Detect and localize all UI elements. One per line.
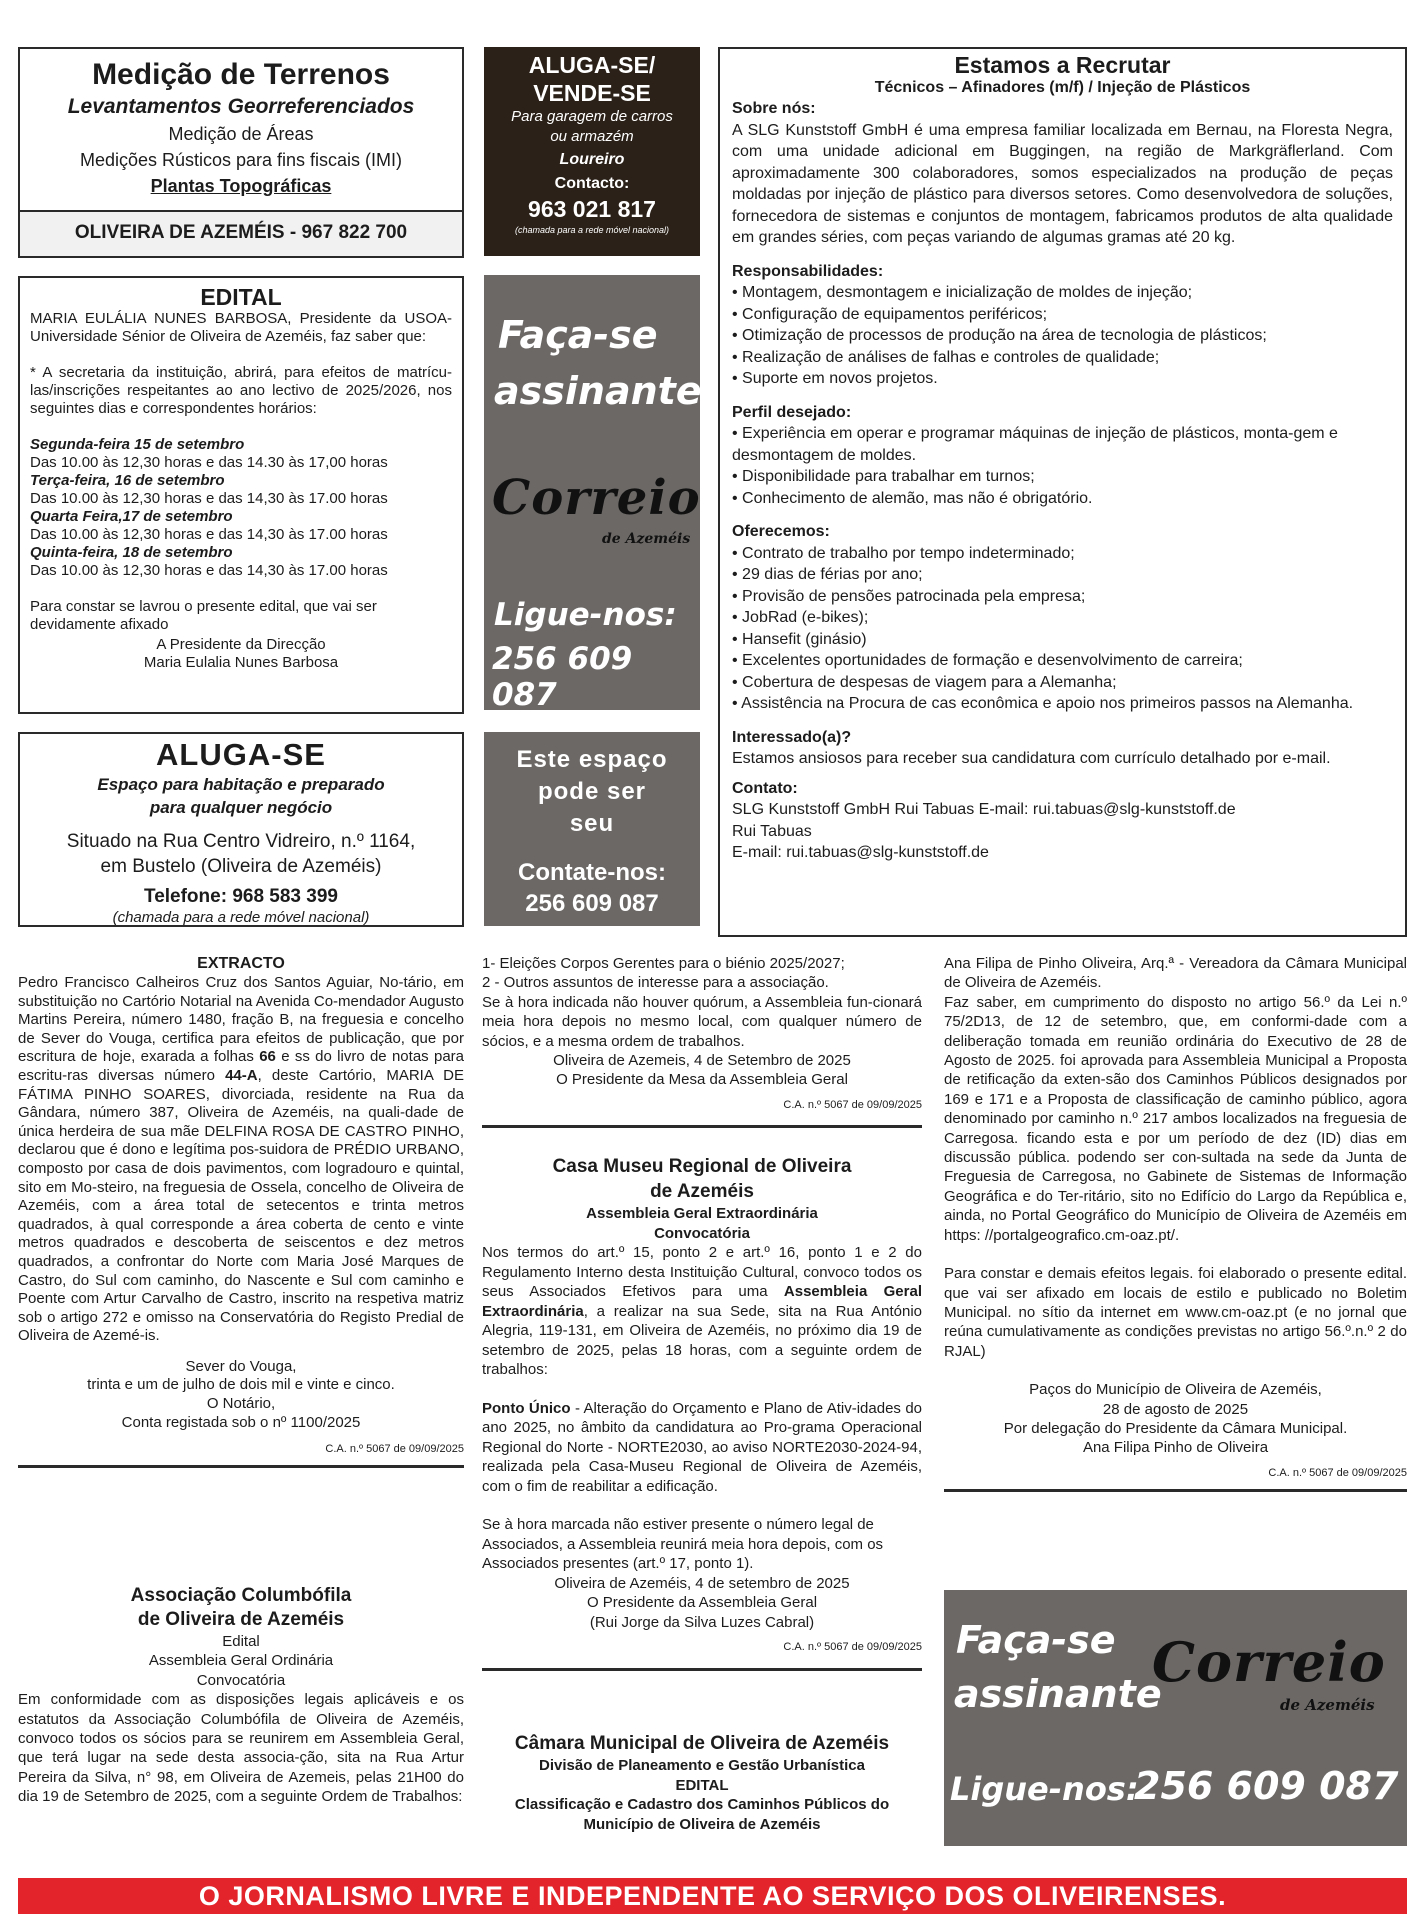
edital-sign-role: A Presidente da Direcção bbox=[156, 636, 326, 653]
extracto-sign1: Sever do Vouga, bbox=[185, 1357, 297, 1375]
edital-day-2 bbox=[30, 508, 452, 544]
promo-subscribe-brand-logo: Correio bbox=[492, 470, 701, 526]
edital-day-3 bbox=[30, 544, 452, 580]
recruit-resp-heading: Responsabilidades: bbox=[732, 262, 884, 280]
divider bbox=[944, 1489, 1407, 1492]
recruit-about: A SLG Kunststoff GmbH é uma empresa familiar localizada em Bernau, na Floresta Negra, com uma unidade adicional em Buggingen, na região de Markgräflerland. Com aproximadamente 300 colaboradores, somos especializados na produção de peças moldadas por injeção de plástico para diversos setores. Como desenvolvedora de soluções, fornecedora de sistemas e conjuntos de montagem, fabricamos produtos de alta qualidade em grandes séries, com peças variando de algumas gramas até 20 kg. bbox=[732, 121, 1393, 246]
edital-day-label: Segunda-feira 15 de setembro bbox=[30, 436, 245, 453]
edital-body: * A secretaria da instituição, abrirá, para efeitos de matrícu-las/inscrições respeitantes ao ano lectivo de 2025/2026, nos seguintes dias e correspondentes horários: bbox=[30, 364, 452, 417]
camara-l4: Município de Oliveira de Azeméis bbox=[583, 1815, 821, 1833]
ad-medicao-title: Medição de Terrenos bbox=[92, 58, 390, 91]
edital-day-hours: Das 10.00 às 12,30 horas e das 14,30 às 17.00 horas bbox=[30, 562, 388, 579]
columbofila-l3: Convocatória bbox=[196, 1671, 286, 1689]
promo-bottom-brand-logo: Correio bbox=[1152, 1630, 1386, 1694]
recruit-contact1: SLG Kunststoff GmbH Rui Tabuas E-mail: rui.tabuas@slg-kunststoff.de bbox=[732, 801, 1236, 818]
extracto-title: EXTRACTO bbox=[197, 955, 285, 972]
list-item: • Contrato de trabalho por tempo indeterminado; bbox=[732, 544, 1075, 562]
recruit-perfil-list bbox=[732, 423, 1393, 509]
middle-top-l2: 2 - Outros assuntos de interesse para a associação. bbox=[482, 974, 829, 992]
ad-medicao-line2: Medições Rústicos para fins fiscais (IMI) bbox=[79, 150, 403, 170]
ad-medicao bbox=[18, 47, 464, 258]
ad-medicao-line1: Medição de Áreas bbox=[168, 124, 314, 144]
edital-day-label: Quarta Feira,17 de setembro bbox=[30, 508, 233, 525]
extracto bbox=[18, 954, 464, 1468]
edital-sign-name: Maria Eulalia Nunes Barbosa bbox=[143, 654, 339, 671]
promo-bottom-phone: 256 609 087 bbox=[1134, 1764, 1399, 1808]
recruit-int-heading: Interessado(a)? bbox=[732, 728, 852, 746]
promo-space bbox=[484, 732, 700, 926]
list-item: • Excelentes oportunidades de formação e desenvolvimento de carreira; bbox=[732, 652, 1243, 669]
promo-space-contact: Contate-nos: bbox=[518, 859, 666, 886]
museu-p3: Se à hora marcada não estiver presente o número legal de Associados, a Assembleia reunirá meia hora depois, com os Associados presentes (art.º 17, ponto 1). bbox=[482, 1516, 884, 1572]
right-ca: C.A. n.º 5067 de 09/09/2025 bbox=[1268, 1466, 1407, 1479]
recruit-ad bbox=[718, 47, 1407, 937]
ad-aluga-title: ALUGA-SE bbox=[156, 737, 326, 772]
list-item: • Suporte em novos projetos. bbox=[732, 370, 938, 387]
promo-space-line2: pode ser bbox=[537, 778, 647, 805]
recruit-perfil-heading: Perfil desejado: bbox=[732, 403, 852, 421]
list-item: • Provisão de pensões patrocinada pela empresa; bbox=[732, 587, 1086, 605]
list-item: • Hansefit (ginásio) bbox=[732, 630, 867, 648]
camara-title: Câmara Municipal de Oliveira de Azeméis bbox=[514, 1733, 890, 1754]
right-p3: Para constar e demais efeitos legais. foi elaborado o presente edital. que vai ser afixado em locais de estilo e publicado no Boletim Municipal. no sítio da internet em www.cm-oaz.pt (e no jornal que reúna cumulativamente as condições previstas no artigo 56.º.n.º 2 do RJAL) bbox=[944, 1265, 1407, 1360]
list-item: • Montagem, desmontagem e inicialização de moldes de injeção; bbox=[732, 284, 1193, 301]
edital-day-hours: Das 10.00 às 12,30 horas e das 14,30 às 17.00 horas bbox=[30, 490, 388, 507]
museu-s2: O Presidente da Assembleia Geral bbox=[586, 1594, 818, 1611]
recruit-int: Estamos ansiosos para receber sua candidatura com currículo detalhado por e-mail. bbox=[732, 750, 1331, 767]
edital-day-hours: Das 10.00 às 12,30 horas e das 14.30 às 17,00 horas bbox=[30, 454, 388, 471]
columbofila bbox=[18, 1584, 464, 1807]
right-s4: Ana Filipa Pinho de Oliveira bbox=[1082, 1439, 1269, 1457]
ad-medicao-subtitle: Levantamentos Georreferenciados bbox=[67, 95, 415, 118]
promo-subscribe-line2: assinante bbox=[494, 369, 702, 413]
columbofila-title2: de Oliveira de Azeméis bbox=[137, 1609, 345, 1630]
recruit-contact-heading: Contato: bbox=[732, 779, 798, 797]
footer-slogan: O JORNALISMO LIVRE E INDEPENDENTE AO SERVIÇO DOS OLIVEIRENSES. bbox=[198, 1881, 1227, 1911]
museu-ca: C.A. n.º 5067 de 09/09/2025 bbox=[783, 1641, 922, 1653]
ad-aluga-sub2: para qualquer negócio bbox=[149, 798, 333, 817]
edital-day-label: Terça-feira, 16 de setembro bbox=[30, 472, 225, 489]
promo-subscribe-line1: Faça-se bbox=[498, 313, 658, 357]
edital-intro: MARIA EULÁLIA NUNES BARBOSA, Presidente da USOA-Universidade Sénior de Oliveira de Azeméis, faz saber que: bbox=[30, 310, 452, 345]
promo-space-line1: Este espaço bbox=[516, 746, 668, 773]
list-item: • JobRad (e-bikes); bbox=[732, 609, 869, 626]
museu-s3: (Rui Jorge da Silva Luzes Cabral) bbox=[589, 1613, 815, 1631]
recruit-subtitle: Técnicos – Afinadores (m/f) / Injeção de Plásticos bbox=[874, 79, 1251, 96]
footer-banner bbox=[18, 1878, 1407, 1914]
extracto-text-b: e ss do livro de notas para escritu-ras diversas número bbox=[18, 1048, 464, 1084]
list-item: • Disponibilidade para trabalhar em turnos; bbox=[732, 468, 1035, 485]
ad-aluga-se bbox=[18, 732, 464, 927]
right-s3: Por delegação do Presidente da Câmara Municipal. bbox=[1003, 1419, 1348, 1437]
right-p1: Ana Filipa de Pinho Oliveira, Arq.ª - Vereadora da Câmara Municipal de Oliveira de Azeméis. bbox=[944, 955, 1407, 992]
list-item: • 29 dias de férias por ano; bbox=[732, 566, 923, 583]
museu-p1c: , a realizar na sua Sede, sita na Rua António Alegria, 119-131, em Oliveira de Azeméis, no próximo dia 19 de setembro de 2025, pelas 18 horas, com a seguinte ordem de trabalhos: bbox=[482, 1302, 922, 1378]
ad-aluga-sub1: Espaço para habitação e preparado bbox=[97, 775, 385, 794]
ad-aluga-vende-desc2: ou armazém bbox=[550, 128, 634, 145]
middle-top-ca: C.A. n.º 5067 de 09/09/2025 bbox=[783, 1098, 922, 1111]
middle-top-l3: Se à hora indicada não houver quórum, a Assembleia fun-cionará meia hora depois no mesmo local, com qualquer número de sócios, e a mesma ordem de trabalhos. bbox=[482, 993, 922, 1050]
casa-museu bbox=[482, 1154, 922, 1671]
right-s2: 28 de agosto de 2025 bbox=[1102, 1400, 1249, 1418]
museu-sub1: Assembleia Geral Extraordinária bbox=[586, 1205, 818, 1222]
columbofila-text: Em conformidade com as disposições legais aplicáveis e os estatutos da Associação Columbófila de Oliveira de Azeméis, convoco todos os sócios para se reunirem em Assembleia Geral, que terá lugar na sede desta associa-ção, sita na Rua Artur Pereira da Silva, n° 98, em Oliveira de Azemeis, pelas 21H00 do dia 19 de Setembro de 2025, com a seguinte Ordem de Trabalhos: bbox=[18, 1691, 464, 1806]
promo-bottom-line1: Faça-se bbox=[956, 1618, 1116, 1662]
extracto-livro: 44-A bbox=[225, 1066, 258, 1084]
ad-medicao-footer bbox=[20, 210, 462, 256]
extracto-folhas: 66 bbox=[259, 1048, 276, 1066]
recruit-ofer-list bbox=[732, 543, 1393, 715]
divider bbox=[18, 1465, 464, 1468]
promo-subscribe-brand-sub: de Azeméis bbox=[602, 531, 691, 547]
right-p2: Faz saber, em cumprimento do disposto no artigo 56.º da Lei n.º 75/2D13, de 12 de setembro, que, em conformi-dade com a deliberação tomada em reunião ordinária do Executivo de 28 de Agosto de 2025. foi aprovada para Assembleia Municipal a Proposta de retificação da exten-são dos Caminhos Públicos designados por 169 e 171 e a Proposta de classificação de caminho público, agora denominado por caminho n.º 217 ambos localizados na freguesia de Carregosa. ficando esta e por um período de dez (ID) dias em discussão pública. podendo ser con-sultada na sede da Junta de Freguesia de Carregosa, no Gabinete de Sistemas de Informação Geográfica e do Ter-ritário, sito no Edifício do Largo da República e, ainda, no Portal Geográfico do Município de Oliveira de Azeméis em https: //portalgeografico.cm-oaz.pt/. bbox=[944, 993, 1407, 1244]
recruit-contact3: E-mail: rui.tabuas@slg-kunststoff.de bbox=[732, 844, 989, 861]
museu-p2a: Ponto Único bbox=[482, 1399, 571, 1417]
middle-top-s1: Oliveira de Azemeis, 4 de Setembro de 2025 bbox=[553, 1052, 851, 1070]
columbofila-title1: Associação Columbófila bbox=[130, 1585, 352, 1606]
ad-aluga-vende-phone: 963 021 817 bbox=[528, 196, 656, 222]
recruit-ofer-heading: Oferecemos: bbox=[732, 523, 830, 540]
museu-title2: de Azeméis bbox=[650, 1181, 754, 1202]
ad-aluga-note: (chamada para a rede móvel nacional) bbox=[112, 909, 370, 926]
middle-top-l1: 1- Eleições Corpos Gerentes para o biénio 2025/2027; bbox=[482, 955, 845, 972]
list-item: • Otimização de processos de produção na área de tecnologia de plásticos; bbox=[732, 327, 1267, 344]
promo-space-phone: 256 609 087 bbox=[525, 890, 659, 917]
promo-bottom-brand-sub: de Azeméis bbox=[1280, 1696, 1375, 1714]
edital-usoa bbox=[18, 276, 464, 714]
list-item: • Cobertura de despesas de viagem para a Alemanha; bbox=[732, 673, 1117, 691]
camara-l2: EDITAL bbox=[675, 1776, 729, 1794]
museu-p2b: - Alteração do Orçamento e Plano de Ativ-idades do ano 2025, no âmbito da candidatura ao Pro-grama Operacional Regional do Norte - NORTE2030, ao aviso NORTE2030-2024-94, realizada pela Casa-Museu Regional de Oliveira de Azeméis, com o fim de reabilitar a edificação. bbox=[482, 1399, 923, 1495]
edital-day-label: Quinta-feira, 18 de setembro bbox=[30, 544, 233, 561]
middle-top-s2: O Presidente da Mesa da Assembleia Geral bbox=[556, 1071, 848, 1089]
list-item: • Experiência em operar e programar máquinas de injeção de plásticos, monta-gem e desmontagem de moldes. bbox=[732, 425, 1338, 464]
promo-bottom-line2: assinante bbox=[954, 1672, 1162, 1716]
extracto-text-c: , deste Cartório, MARIA DE FÁTIMA PINHO SOARES, divorciada, residente na Rua da Gândara, número 387, Oliveira de Azeméis, na quali-dade de única herdeira de sua mãe DELFINA ROSA DE CASTRO PINHO, declarou que é dono e legítima pos-suidora de PRÉDIO URBANO, composto por casa de dois pavimentos, com logradouro e quintal, sito em Mo-steiro, na freguesia de Ossela, concelho de Oliveira de Azeméis, com a área total de setecentos e trinta metros quadrados, à qual corresponde a área coberta de cento e vinte metros quadrados e descoberta de seiscentos e dez metros quadrados, a confrontar do Norte com Maria José Marques de Castro, do Sul com caminho, do Nascente e Sul com caminho e Poente com Artur Carvalho de Castro, inscrito na respetiva matriz sob o artigo 272 e omisso na Conservatória do Registo Predial de Oliveira de Azemé-is. bbox=[18, 1066, 464, 1345]
edital-title: EDITAL bbox=[200, 284, 282, 310]
edital-closing: Para constar se lavrou o presente edital, que vai ser devidamente afixado bbox=[30, 598, 377, 633]
ad-aluga-vende-note: (chamada para a rede móvel nacional) bbox=[514, 225, 670, 235]
divider bbox=[482, 1668, 922, 1671]
list-item: • Configuração de equipamentos periféricos; bbox=[732, 305, 1048, 323]
camara-edital-header bbox=[482, 1732, 922, 1834]
edital-day-hours: Das 10.00 às 12,30 horas e das 14,30 às 17.00 horas bbox=[30, 526, 388, 543]
promo-bottom-call: Ligue-nos: bbox=[950, 1770, 1139, 1808]
columbofila-l1: Edital bbox=[222, 1633, 260, 1650]
right-column bbox=[944, 954, 1407, 1492]
extracto-sign3: O Notário, bbox=[206, 1395, 276, 1413]
extracto-sign4: Conta registada sob o nº 1100/2025 bbox=[121, 1413, 361, 1431]
ad-aluga-phone: Telefone: 968 583 399 bbox=[144, 886, 338, 907]
list-item: • Conhecimento de alemão, mas não é obrigatório. bbox=[732, 489, 1093, 507]
promo-subscribe-call: Ligue-nos: bbox=[494, 597, 677, 633]
middle-top bbox=[482, 954, 922, 1128]
museu-p2 bbox=[482, 1399, 922, 1497]
promo-space-line3: seu bbox=[569, 810, 615, 837]
list-item: • Assistência na Procura de cas econômica e apoio nos primeiros passos na Alemanha. bbox=[732, 695, 1354, 712]
extracto-text bbox=[18, 974, 464, 1346]
recruit-about-heading: Sobre nós: bbox=[732, 100, 816, 117]
camara-l1: Divisão de Planeamento e Gestão Urbanística bbox=[539, 1757, 865, 1774]
recruit-title: Estamos a Recrutar bbox=[954, 52, 1171, 78]
promo-subscribe-vertical bbox=[484, 275, 702, 713]
right-s1: Paços do Município de Oliveira de Azeméis, bbox=[1029, 1381, 1322, 1399]
museu-sub2: Convocatória bbox=[654, 1224, 750, 1242]
museu-p1b: Assembleia Geral Extraordinária bbox=[482, 1283, 922, 1320]
recruit-contact2: Rui Tabuas bbox=[732, 822, 812, 840]
ad-aluga-vende-desc1: Para garagem de carros bbox=[511, 108, 673, 125]
extracto-sign2: trinta e um de julho de dois mil e vinte e cinco. bbox=[87, 1376, 395, 1394]
edital-day-1 bbox=[30, 472, 452, 508]
ad-aluga-vende bbox=[484, 47, 700, 256]
ad-aluga-addr1: Situado na Rua Centro Vidreiro, n.º 1164, bbox=[66, 831, 416, 852]
promo-subscribe-phone: 256 609 087 bbox=[492, 641, 633, 713]
extracto-ca: C.A. n.º 5067 de 09/09/2025 bbox=[325, 1443, 464, 1456]
ad-aluga-vende-contact: Contacto: bbox=[554, 175, 630, 192]
divider bbox=[482, 1125, 922, 1128]
promo-subscribe-bottom bbox=[944, 1590, 1407, 1846]
ad-medicao-footer-text: OLIVEIRA DE AZEMÉIS - 967 822 700 bbox=[74, 222, 408, 243]
museu-p1 bbox=[482, 1243, 922, 1380]
museu-p1a: Nos termos do art.º 15, ponto 2 e art.º 16, ponto 1 e 2 do Regulamento Interno desta Instituição Cultural, convoco todos os seus Associados Efetivos para uma bbox=[482, 1244, 922, 1300]
ad-aluga-vende-place: Loureiro bbox=[559, 151, 625, 168]
list-item: • Realização de análises de falhas e controles de qualidade; bbox=[732, 348, 1160, 366]
camara-l3: Classificação e Cadastro dos Caminhos Públicos do bbox=[514, 1796, 890, 1813]
recruit-resp-list bbox=[732, 282, 1393, 390]
ad-aluga-addr2: em Bustelo (Oliveira de Azeméis) bbox=[100, 856, 382, 877]
ad-aluga-vende-title2: VENDE-SE bbox=[533, 80, 651, 106]
museu-s1: Oliveira de Azeméis, 4 de setembro de 2025 bbox=[554, 1574, 850, 1592]
columbofila-l2: Assembleia Geral Ordinária bbox=[148, 1652, 334, 1670]
extracto-text-a: Pedro Francisco Calheiros Cruz dos Santos Aguiar, No-tário, em substituição no Cartório Notarial na Avenida Co-mendador Augusto Martins Pereira, número 1480, fração B, na freguesia e concelho de Sever do Vouga, certifica para efeitos de publicação, que por escritura de hoje, exarada a folhas bbox=[18, 974, 464, 1066]
edital-day-0 bbox=[30, 436, 452, 472]
ad-aluga-vende-title1: ALUGA-SE/ bbox=[528, 52, 656, 78]
museu-title1: Casa Museu Regional de Oliveira bbox=[552, 1156, 852, 1177]
ad-medicao-line3: Plantas Topográficas bbox=[150, 176, 332, 196]
